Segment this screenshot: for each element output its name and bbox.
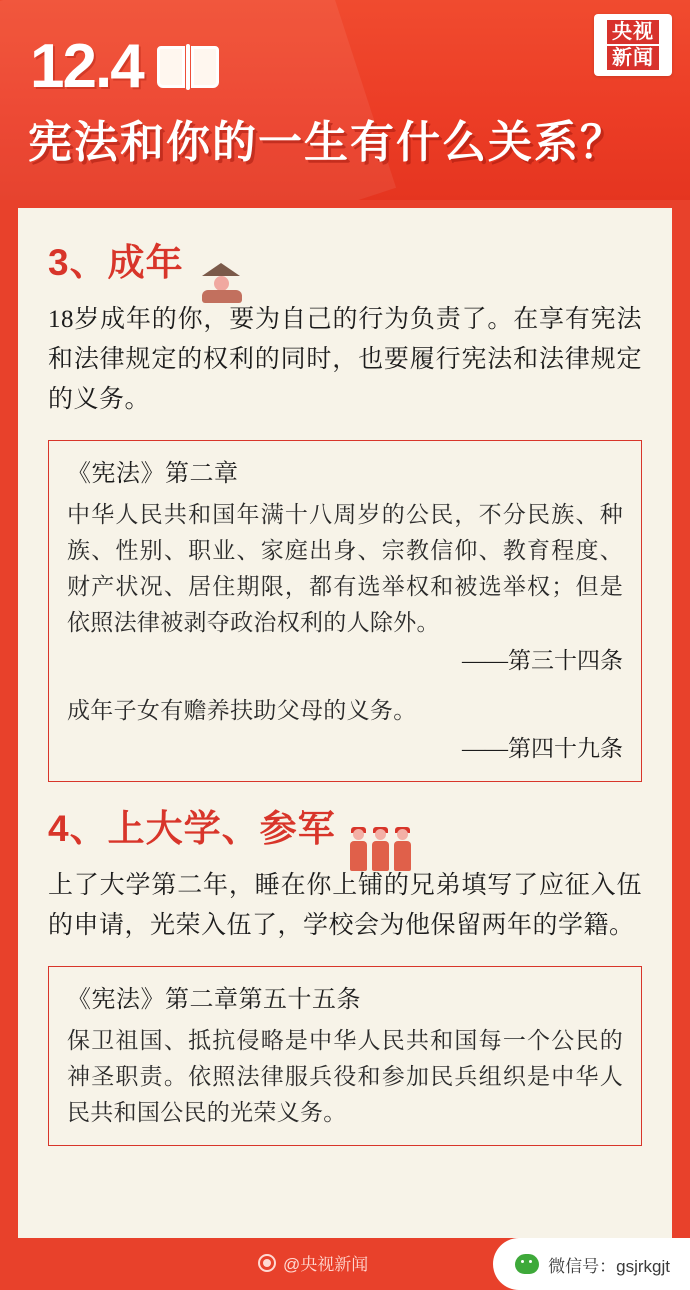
poster-header	[0, 0, 690, 200]
section-3-quote-source-1: ——第三十四条	[462, 648, 623, 673]
section-3-quote-heading: 《宪法》第二章	[67, 461, 239, 487]
book-icon	[157, 42, 219, 92]
section-3-quote-box	[48, 440, 642, 782]
weibo-handle[interactable]	[258, 1250, 368, 1275]
poster-footer	[0, 1238, 690, 1290]
section-3-heading: 成年	[107, 242, 184, 283]
section-4-heading: 上大学、参军	[107, 808, 336, 849]
weibo-icon	[258, 1254, 276, 1272]
wechat-account[interactable]	[493, 1238, 690, 1290]
wechat-label: 微信号：gsjrkgjt	[548, 1256, 670, 1276]
logo-line-1: 央视	[607, 20, 659, 44]
section-3-quote-body-1: 中华人民共和国年满十八周岁的公民，不分民族、种族、性别、职业、家庭出身、宗教信仰、教育程度、财产状况、居住期限，都有选举权和被选举权；但是依照法律被剥夺政治权利的人除外。	[67, 502, 623, 635]
cctv-news-logo	[594, 14, 672, 76]
section-4-quote-heading: 《宪法》第二章第五十五条	[67, 987, 361, 1013]
section-4-quote-box	[48, 966, 642, 1146]
content-card	[18, 208, 672, 1238]
section-3-quote-source-2: ——第四十九条	[462, 736, 623, 761]
section-4-title	[48, 808, 642, 850]
section-3-title	[48, 242, 642, 284]
logo-line-2: 新闻	[607, 46, 659, 70]
wechat-icon	[515, 1254, 539, 1274]
section-3-quote-body-2: 成年子女有赡养扶助父母的义务。	[67, 698, 417, 723]
section-4-quote-body-1: 保卫祖国、抵抗侵略是中华人民共和国每一个公民的神圣职责。依照法律服兵役和参加民兵组织是中华人民共和国公民的光荣义务。	[67, 1028, 623, 1125]
page-title: 宪法和你的一生有什么关系？	[28, 118, 626, 167]
section-4-paragraph: 上了大学第二年，睡在你上铺的兄弟填写了应征入伍的申请，光荣入伍了，学校会为他保留两年的学籍。	[48, 872, 642, 939]
date-text: 12.4	[30, 32, 143, 101]
weibo-label: @央视新闻	[283, 1255, 369, 1274]
date-row	[30, 32, 219, 101]
section-4-number: 4、	[48, 808, 108, 849]
section-3-number: 3、	[48, 242, 108, 283]
section-3-paragraph: 18岁成年的你，要为自己的行为负责了。在享有宪法和法律规定的权利的同时，也要履行宪法和法律规定的义务。	[48, 306, 642, 413]
